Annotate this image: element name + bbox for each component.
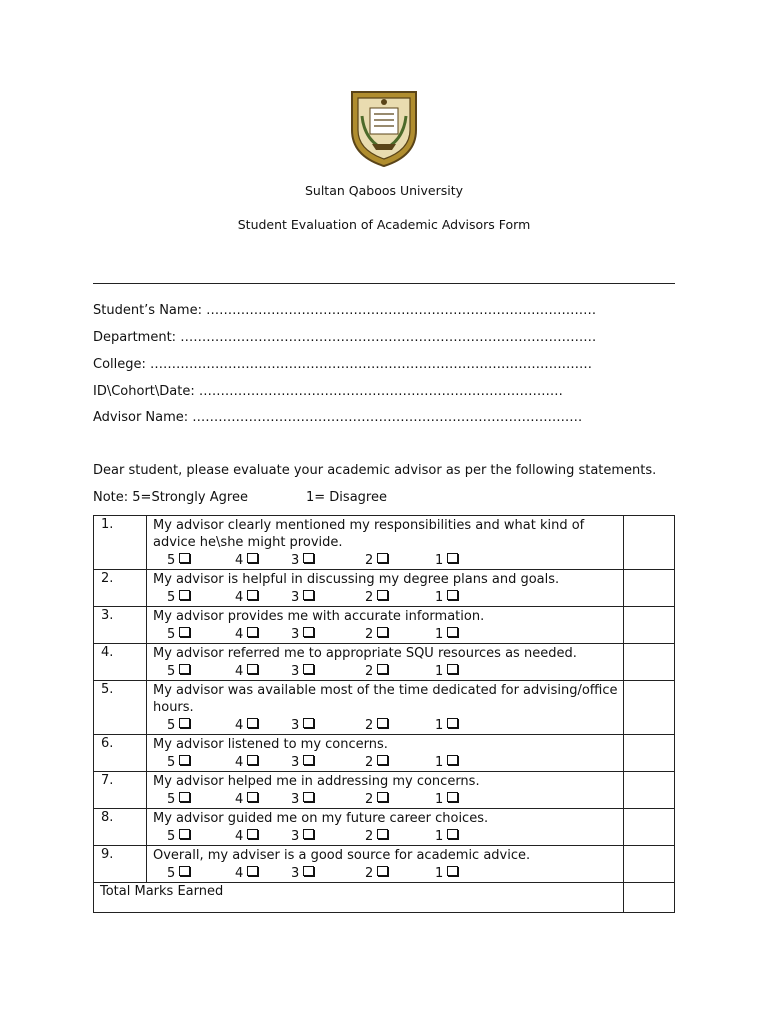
checkbox-icon[interactable] bbox=[247, 792, 258, 802]
rating-option-4[interactable] bbox=[235, 791, 258, 808]
rating-option-4[interactable] bbox=[235, 552, 258, 569]
rating-option-5[interactable] bbox=[167, 663, 190, 680]
rating-label: 2 bbox=[365, 866, 374, 881]
checkbox-icon[interactable] bbox=[377, 553, 388, 563]
rating-option-2[interactable] bbox=[365, 791, 388, 808]
total-label: Total Marks Earned bbox=[94, 883, 624, 913]
table-row bbox=[94, 846, 675, 883]
rating-label: 5 bbox=[167, 829, 176, 844]
statement-number: 6. bbox=[94, 735, 147, 772]
score-cell[interactable] bbox=[624, 570, 675, 607]
rating-label: 5 bbox=[167, 627, 176, 642]
statement-cell bbox=[147, 570, 624, 607]
rating-option-4[interactable] bbox=[235, 865, 258, 882]
checkbox-icon[interactable] bbox=[303, 718, 314, 728]
advisor-name-field[interactable] bbox=[93, 410, 582, 425]
statement-cell bbox=[147, 809, 624, 846]
field-dots: ……………………………………………………………………………… bbox=[192, 410, 583, 425]
rating-options bbox=[153, 551, 623, 569]
field-label: Student’s Name: bbox=[93, 303, 207, 318]
student-name-field[interactable] bbox=[93, 303, 596, 318]
statement-text: My advisor helped me in addressing my concerns. bbox=[153, 774, 480, 789]
statement-text: My advisor guided me on my future career choices. bbox=[153, 811, 489, 826]
statement-text: Overall, my adviser is a good source for academic advice. bbox=[153, 848, 531, 863]
rating-option-1[interactable] bbox=[435, 865, 458, 882]
rating-option-3[interactable] bbox=[291, 754, 314, 771]
rating-option-4[interactable] bbox=[235, 626, 258, 643]
rating-option-2[interactable] bbox=[365, 828, 388, 845]
checkbox-icon[interactable] bbox=[447, 718, 458, 728]
rating-label: 5 bbox=[167, 590, 176, 605]
checkbox-icon[interactable] bbox=[447, 553, 458, 563]
checkbox-icon[interactable] bbox=[247, 829, 258, 839]
rating-label: 2 bbox=[365, 792, 374, 807]
department-field[interactable] bbox=[93, 330, 596, 345]
statement-text: My advisor was available most of the time dedicated for advising/office hours. bbox=[153, 683, 618, 715]
rating-label: 2 bbox=[365, 553, 374, 568]
statement-cell bbox=[147, 681, 624, 735]
rating-label: 1 bbox=[435, 627, 444, 642]
statement-cell bbox=[147, 516, 624, 570]
rating-option-1[interactable] bbox=[435, 717, 458, 734]
rating-option-3[interactable] bbox=[291, 626, 314, 643]
checkbox-icon[interactable] bbox=[377, 664, 388, 674]
checkbox-icon[interactable] bbox=[179, 866, 190, 876]
field-label: Department: bbox=[93, 330, 181, 345]
rating-option-1[interactable] bbox=[435, 663, 458, 680]
checkbox-icon[interactable] bbox=[247, 755, 258, 765]
statement-number: 9. bbox=[94, 846, 147, 883]
table-row bbox=[94, 681, 675, 735]
rating-label: 4 bbox=[235, 792, 244, 807]
statement-cell bbox=[147, 772, 624, 809]
rating-label: 3 bbox=[291, 866, 300, 881]
rating-option-5[interactable] bbox=[167, 552, 190, 569]
total-row bbox=[94, 883, 675, 913]
statement-text: My advisor is helpful in discussing my degree plans and goals. bbox=[153, 572, 560, 587]
checkbox-icon[interactable] bbox=[179, 664, 190, 674]
rating-label: 4 bbox=[235, 755, 244, 770]
checkbox-icon[interactable] bbox=[303, 664, 314, 674]
field-dots: …………………………………………………………………………………… bbox=[180, 330, 597, 345]
university-crest-icon bbox=[348, 86, 420, 168]
score-cell[interactable] bbox=[624, 846, 675, 883]
rating-option-5[interactable] bbox=[167, 717, 190, 734]
field-label: ID\Cohort\Date: bbox=[93, 384, 199, 399]
checkbox-icon[interactable] bbox=[179, 553, 190, 563]
rating-label: 1 bbox=[435, 553, 444, 568]
rating-label: 5 bbox=[167, 866, 176, 881]
rating-label: 2 bbox=[365, 829, 374, 844]
rating-label: 2 bbox=[365, 755, 374, 770]
rating-label: 2 bbox=[365, 590, 374, 605]
rating-label: 2 bbox=[365, 718, 374, 733]
checkbox-icon[interactable] bbox=[179, 755, 190, 765]
score-cell[interactable] bbox=[624, 644, 675, 681]
checkbox-icon[interactable] bbox=[247, 664, 258, 674]
field-label: Advisor Name: bbox=[93, 410, 193, 425]
score-cell[interactable] bbox=[624, 809, 675, 846]
statement-number: 1. bbox=[94, 516, 147, 570]
checkbox-icon[interactable] bbox=[447, 792, 458, 802]
rating-option-5[interactable] bbox=[167, 754, 190, 771]
rating-options bbox=[153, 588, 623, 606]
rating-option-1[interactable] bbox=[435, 552, 458, 569]
rating-label: 3 bbox=[291, 664, 300, 679]
checkbox-icon[interactable] bbox=[303, 792, 314, 802]
statement-cell bbox=[147, 846, 624, 883]
rating-option-2[interactable] bbox=[365, 754, 388, 771]
rating-label: 3 bbox=[291, 627, 300, 642]
field-label: College: bbox=[93, 357, 151, 372]
checkbox-icon[interactable] bbox=[377, 829, 388, 839]
checkbox-icon[interactable] bbox=[447, 866, 458, 876]
rating-options bbox=[153, 662, 623, 680]
instructions: Dear student, please evaluate your academic advisor as per the following statements. bbox=[93, 463, 657, 478]
checkbox-icon[interactable] bbox=[303, 829, 314, 839]
rating-option-4[interactable] bbox=[235, 589, 258, 606]
rating-option-3[interactable] bbox=[291, 828, 314, 845]
statement-number: 5. bbox=[94, 681, 147, 735]
checkbox-icon[interactable] bbox=[447, 829, 458, 839]
statement-cell bbox=[147, 735, 624, 772]
rating-option-5[interactable] bbox=[167, 791, 190, 808]
statement-number: 3. bbox=[94, 607, 147, 644]
university-name: Sultan Qaboos University bbox=[304, 183, 464, 198]
checkbox-icon[interactable] bbox=[179, 627, 190, 637]
checkbox-icon[interactable] bbox=[247, 553, 258, 563]
note-disagree: 1= Disagree bbox=[306, 490, 387, 505]
rating-note bbox=[93, 490, 493, 505]
checkbox-icon[interactable] bbox=[377, 866, 388, 876]
checkbox-icon[interactable] bbox=[377, 718, 388, 728]
rating-label: 1 bbox=[435, 829, 444, 844]
rating-label: 5 bbox=[167, 553, 176, 568]
rating-label: 4 bbox=[235, 718, 244, 733]
checkbox-icon[interactable] bbox=[179, 829, 190, 839]
rating-option-4[interactable] bbox=[235, 828, 258, 845]
rating-option-1[interactable] bbox=[435, 589, 458, 606]
rating-option-2[interactable] bbox=[365, 717, 388, 734]
checkbox-icon[interactable] bbox=[377, 627, 388, 637]
rating-option-3[interactable] bbox=[291, 865, 314, 882]
id-cohort-date-field[interactable] bbox=[93, 384, 563, 399]
rating-option-3[interactable] bbox=[291, 552, 314, 569]
rating-option-2[interactable] bbox=[365, 626, 388, 643]
rating-label: 3 bbox=[291, 755, 300, 770]
table-row bbox=[94, 570, 675, 607]
statement-text: My advisor listened to my concerns. bbox=[153, 737, 388, 752]
rating-option-5[interactable] bbox=[167, 828, 190, 845]
checkbox-icon[interactable] bbox=[377, 590, 388, 600]
table-row bbox=[94, 809, 675, 846]
rating-label: 4 bbox=[235, 553, 244, 568]
college-field[interactable] bbox=[93, 357, 592, 372]
rating-option-4[interactable] bbox=[235, 663, 258, 680]
total-score-cell[interactable] bbox=[624, 883, 675, 913]
rating-label: 1 bbox=[435, 590, 444, 605]
rating-option-4[interactable] bbox=[235, 717, 258, 734]
rating-label: 3 bbox=[291, 718, 300, 733]
rating-label: 5 bbox=[167, 664, 176, 679]
form-title: Student Evaluation of Academic Advisors Form bbox=[237, 217, 531, 232]
statement-number: 2. bbox=[94, 570, 147, 607]
rating-label: 1 bbox=[435, 755, 444, 770]
checkbox-icon[interactable] bbox=[179, 590, 190, 600]
note-strongly-agree: Note: 5=Strongly Agree bbox=[93, 490, 248, 505]
rating-label: 2 bbox=[365, 627, 374, 642]
checkbox-icon[interactable] bbox=[303, 866, 314, 876]
checkbox-icon[interactable] bbox=[447, 590, 458, 600]
rating-options bbox=[153, 790, 623, 808]
rating-option-2[interactable] bbox=[365, 589, 388, 606]
rating-label: 4 bbox=[235, 627, 244, 642]
checkbox-icon[interactable] bbox=[247, 590, 258, 600]
statement-text: My advisor provides me with accurate information. bbox=[153, 609, 485, 624]
checkbox-icon[interactable] bbox=[377, 755, 388, 765]
rating-option-3[interactable] bbox=[291, 589, 314, 606]
table-row bbox=[94, 516, 675, 570]
score-cell[interactable] bbox=[624, 772, 675, 809]
checkbox-icon[interactable] bbox=[179, 718, 190, 728]
field-dots: ………………………………………………………………………………………… bbox=[150, 357, 593, 372]
rating-label: 4 bbox=[235, 664, 244, 679]
field-dots: ……………………………………………………………………………… bbox=[206, 303, 597, 318]
rating-options bbox=[153, 753, 623, 771]
rating-label: 3 bbox=[291, 553, 300, 568]
rating-option-3[interactable] bbox=[291, 717, 314, 734]
rating-label: 5 bbox=[167, 718, 176, 733]
score-cell[interactable] bbox=[624, 681, 675, 735]
rating-option-2[interactable] bbox=[365, 865, 388, 882]
table-row bbox=[94, 735, 675, 772]
rating-label: 2 bbox=[365, 664, 374, 679]
rating-label: 3 bbox=[291, 590, 300, 605]
checkbox-icon[interactable] bbox=[447, 664, 458, 674]
rating-option-1[interactable] bbox=[435, 754, 458, 771]
rating-option-5[interactable] bbox=[167, 626, 190, 643]
rating-label: 1 bbox=[435, 718, 444, 733]
rating-label: 4 bbox=[235, 829, 244, 844]
rating-option-5[interactable] bbox=[167, 865, 190, 882]
rating-option-2[interactable] bbox=[365, 552, 388, 569]
rating-options bbox=[153, 864, 623, 882]
checkbox-icon[interactable] bbox=[247, 718, 258, 728]
checkbox-icon[interactable] bbox=[303, 590, 314, 600]
rating-label: 5 bbox=[167, 792, 176, 807]
statement-number: 8. bbox=[94, 809, 147, 846]
table-row bbox=[94, 607, 675, 644]
rating-label: 5 bbox=[167, 755, 176, 770]
rating-option-1[interactable] bbox=[435, 828, 458, 845]
checkbox-icon[interactable] bbox=[377, 792, 388, 802]
field-dots: ………………………………………………………………………… bbox=[198, 384, 563, 399]
rating-option-4[interactable] bbox=[235, 754, 258, 771]
checkbox-icon[interactable] bbox=[447, 627, 458, 637]
rating-label: 1 bbox=[435, 664, 444, 679]
checkbox-icon[interactable] bbox=[303, 553, 314, 563]
checkbox-icon[interactable] bbox=[303, 755, 314, 765]
statement-number: 7. bbox=[94, 772, 147, 809]
rating-label: 4 bbox=[235, 590, 244, 605]
rating-option-2[interactable] bbox=[365, 663, 388, 680]
statement-number: 4. bbox=[94, 644, 147, 681]
checkbox-icon[interactable] bbox=[447, 755, 458, 765]
checkbox-icon[interactable] bbox=[247, 627, 258, 637]
statement-text: My advisor referred me to appropriate SQU resources as needed. bbox=[153, 646, 577, 661]
table-row bbox=[94, 644, 675, 681]
rating-label: 1 bbox=[435, 866, 444, 881]
rating-options bbox=[153, 827, 623, 845]
header-divider bbox=[93, 283, 675, 284]
rating-options bbox=[153, 716, 623, 734]
rating-label: 4 bbox=[235, 866, 244, 881]
rating-option-1[interactable] bbox=[435, 791, 458, 808]
evaluation-table bbox=[93, 515, 675, 913]
rating-label: 1 bbox=[435, 792, 444, 807]
score-cell[interactable] bbox=[624, 516, 675, 570]
checkbox-icon[interactable] bbox=[247, 866, 258, 876]
score-cell[interactable] bbox=[624, 607, 675, 644]
rating-option-1[interactable] bbox=[435, 626, 458, 643]
score-cell[interactable] bbox=[624, 735, 675, 772]
statement-text: My advisor clearly mentioned my responsibilities and what kind of advice he\she might provide. bbox=[153, 518, 585, 550]
rating-label: 3 bbox=[291, 829, 300, 844]
statement-cell bbox=[147, 644, 624, 681]
table-row bbox=[94, 772, 675, 809]
rating-options bbox=[153, 625, 623, 643]
checkbox-icon[interactable] bbox=[303, 627, 314, 637]
checkbox-icon[interactable] bbox=[179, 792, 190, 802]
rating-option-3[interactable] bbox=[291, 791, 314, 808]
rating-option-3[interactable] bbox=[291, 663, 314, 680]
statement-cell bbox=[147, 607, 624, 644]
rating-label: 3 bbox=[291, 792, 300, 807]
rating-option-5[interactable] bbox=[167, 589, 190, 606]
